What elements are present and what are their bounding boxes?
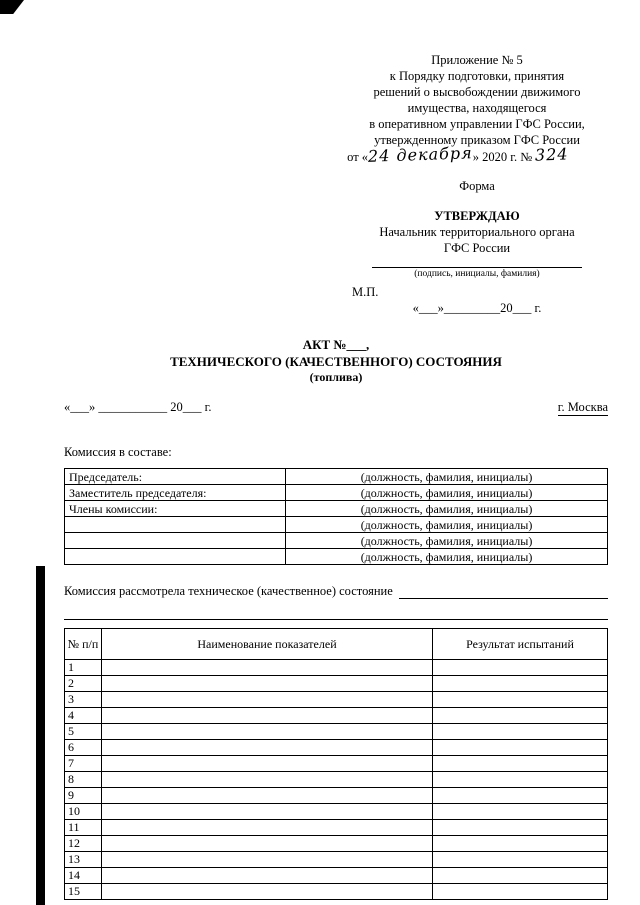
name-cell (102, 756, 433, 772)
order-date-line (308, 143, 608, 170)
result-cell (433, 820, 608, 836)
result-row (65, 804, 608, 820)
result-row (65, 756, 608, 772)
result-row (65, 660, 608, 676)
col-header-name: Наименование показателей (102, 629, 433, 660)
commission-table (64, 468, 608, 565)
row-number-cell: 4 (65, 708, 102, 724)
result-cell (433, 772, 608, 788)
approve-org-line-1: Начальник территориального органа (379, 225, 575, 239)
row-number-cell: 3 (65, 692, 102, 708)
act-title (64, 336, 608, 385)
act-title-line-3: (топлива) (309, 370, 363, 384)
commission-label: Комиссия в составе: (64, 445, 172, 459)
appendix-line: в оперативном управлении ГФС России, (369, 117, 585, 131)
date-blank: «___» ___________ 20___ г. (64, 400, 212, 414)
commission-row (65, 517, 608, 533)
appendix-line: утвержденному приказом ГФС России (374, 133, 580, 147)
order-middle: » 2020 г. № (472, 150, 533, 164)
appendix-line: Приложение № 5 (431, 53, 523, 67)
review-text: Комиссия рассмотрела техническое (качественное) состояние (64, 584, 393, 598)
name-cell (102, 708, 433, 724)
result-row (65, 820, 608, 836)
result-cell (433, 868, 608, 884)
scan-edge-artifact (36, 566, 45, 905)
appendix-line: решений о высвобождении движимого (373, 85, 581, 99)
row-number-cell: 14 (65, 868, 102, 884)
result-cell (433, 884, 608, 900)
order-prefix: от « (347, 150, 369, 164)
result-cell (433, 788, 608, 804)
value-cell: (должность, фамилия, инициалы) (286, 485, 608, 501)
role-cell: Члены комиссии: (65, 501, 286, 517)
name-cell (102, 788, 433, 804)
result-cell (433, 740, 608, 756)
col-header-number: № п/п (65, 629, 102, 660)
value-cell: (должность, фамилия, инициалы) (286, 517, 608, 533)
row-number-cell: 2 (65, 676, 102, 692)
signature-caption: (подпись, инициалы, фамилия) (414, 269, 540, 279)
role-cell (65, 517, 286, 533)
city-label: г. Москва (557, 400, 608, 414)
row-number-cell: 1 (65, 660, 102, 676)
result-row (65, 724, 608, 740)
result-row (65, 868, 608, 884)
row-number-cell: 8 (65, 772, 102, 788)
result-row (65, 740, 608, 756)
name-cell (102, 852, 433, 868)
approve-org-line-2: ГФС России (443, 241, 511, 255)
approve-block (352, 208, 602, 316)
value-cell: (должность, фамилия, инициалы) (286, 533, 608, 549)
result-row (65, 708, 608, 724)
name-cell (102, 868, 433, 884)
appendix-header (352, 52, 602, 148)
document-content (64, 0, 608, 905)
form-label: Форма (459, 179, 495, 193)
col-header-result: Результат испытаний (433, 629, 608, 660)
name-cell (102, 772, 433, 788)
name-cell (102, 820, 433, 836)
result-row (65, 884, 608, 900)
date-city-row (64, 399, 608, 416)
row-number-cell: 15 (65, 884, 102, 900)
row-number-cell: 10 (65, 804, 102, 820)
name-cell (102, 884, 433, 900)
result-row (65, 692, 608, 708)
result-cell (433, 660, 608, 676)
approve-date-blank: «___»_________20___ г. (412, 301, 542, 315)
result-row (65, 836, 608, 852)
result-cell (433, 708, 608, 724)
row-number-cell: 7 (65, 756, 102, 772)
name-cell (102, 676, 433, 692)
value-cell: (должность, фамилия, инициалы) (286, 501, 608, 517)
role-cell: Председатель: (65, 469, 286, 485)
result-cell (433, 676, 608, 692)
handwritten-number: 324 (534, 144, 570, 165)
result-cell (433, 724, 608, 740)
row-number-cell: 13 (65, 852, 102, 868)
result-cell (433, 692, 608, 708)
commission-row (65, 533, 608, 549)
result-row (65, 676, 608, 692)
result-row (65, 852, 608, 868)
name-cell (102, 836, 433, 852)
handwritten-date: 24 декабря (367, 143, 474, 166)
act-title-line-2: ТЕХНИЧЕСКОГО (КАЧЕСТВЕННОГО) СОСТОЯНИЯ (170, 354, 502, 369)
name-cell (102, 692, 433, 708)
commission-row (65, 485, 608, 501)
value-cell: (должность, фамилия, инициалы) (286, 469, 608, 485)
row-number-cell: 5 (65, 724, 102, 740)
row-number-cell: 12 (65, 836, 102, 852)
approve-title: УТВЕРЖДАЮ (434, 209, 520, 223)
name-cell (102, 724, 433, 740)
appendix-line: к Порядку подготовки, принятия (389, 69, 565, 83)
name-cell (102, 740, 433, 756)
role-cell (65, 549, 286, 565)
name-cell (102, 804, 433, 820)
role-cell: Заместитель председателя: (65, 485, 286, 501)
row-number-cell: 11 (65, 820, 102, 836)
row-number-cell: 9 (65, 788, 102, 804)
result-cell (433, 804, 608, 820)
row-number-cell: 6 (65, 740, 102, 756)
review-blank-line-2 (64, 599, 608, 620)
result-row (65, 788, 608, 804)
result-cell (433, 756, 608, 772)
results-table (64, 628, 608, 900)
results-header-row (65, 629, 608, 660)
commission-row (65, 469, 608, 485)
scan-corner-artifact (0, 0, 24, 14)
result-cell (433, 836, 608, 852)
review-blank-line (399, 598, 608, 599)
review-line (64, 583, 608, 599)
name-cell (102, 660, 433, 676)
role-cell (65, 533, 286, 549)
commission-row (65, 549, 608, 565)
appendix-line: имущества, находящегося (407, 101, 547, 115)
commission-row (65, 501, 608, 517)
act-title-line-1: АКТ №___, (302, 337, 370, 352)
result-cell (433, 852, 608, 868)
stamp-label: М.П. (352, 285, 379, 299)
value-cell: (должность, фамилия, инициалы) (286, 549, 608, 565)
result-row (65, 772, 608, 788)
